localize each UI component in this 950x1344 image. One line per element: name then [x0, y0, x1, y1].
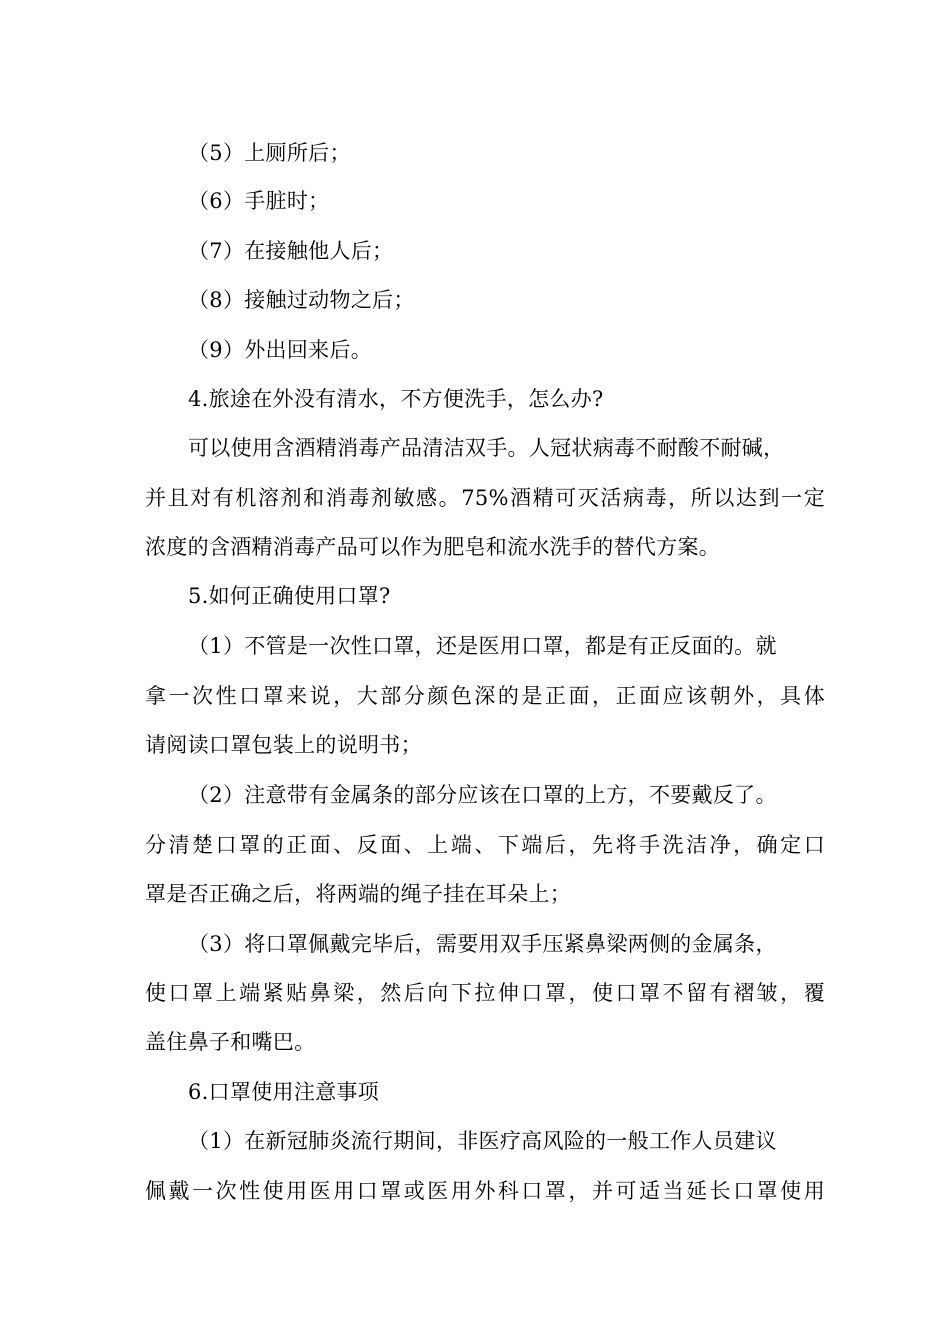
list-item-7: （7）在接触他人后； [188, 239, 394, 263]
paragraph-line: （2）注意带有金属条的部分应该在口罩的上方，不要戴反了。 [188, 783, 777, 807]
question-heading-6: 6.口罩使用注意事项 [188, 1080, 380, 1104]
paragraph-line: 拿一次性口罩来说，大部分颜色深的是正面，正面应该朝外，具体 [145, 684, 825, 708]
question-heading-4: 4.旅途在外没有清水，不方便洗手，怎么办? [188, 387, 604, 411]
paragraph-line: （3）将口罩佩戴完毕后，需要用双手压紧鼻梁两侧的金属条， [188, 932, 777, 956]
paragraph-line: （1）不管是一次性口罩，还是医用口罩，都是有正反面的。就 [188, 634, 777, 658]
paragraph-line: 罩是否正确之后，将两端的绳子挂在耳朵上； [145, 882, 571, 906]
paragraph-line: 分清楚口罩的正面、反面、上端、下端后，先将手洗洁净，确定口 [145, 833, 825, 857]
paragraph-line: （1）在新冠肺炎流行期间，非医疗高风险的一般工作人员建议 [188, 1129, 777, 1153]
paragraph-line: 佩戴一次性使用医用口罩或医用外科口罩，并可适当延长口罩使用 [145, 1179, 825, 1203]
list-item-9: （9）外出回来后。 [188, 338, 373, 362]
paragraph-line: 浓度的含酒精消毒产品可以作为肥皂和流水洗手的替代方案。 [145, 535, 721, 559]
paragraph-line: 请阅读口罩包装上的说明书； [145, 733, 422, 757]
paragraph-line: 并且对有机溶剂和消毒剂敏感。75%酒精可灭活病毒，所以达到一定 [145, 486, 825, 510]
list-item-5: （5）上厕所后； [188, 141, 351, 165]
paragraph-line: 可以使用含酒精消毒产品清洁双手。人冠状病毒不耐酸不耐碱， [188, 436, 785, 460]
paragraph-line: 使口罩上端紧贴鼻梁，然后向下拉伸口罩，使口罩不留有褶皱，覆 [145, 981, 825, 1005]
question-heading-5: 5.如何正确使用口罩? [188, 584, 391, 608]
list-item-8: （8）接触过动物之后； [188, 288, 415, 312]
list-item-6: （6）手脏时； [188, 189, 330, 213]
paragraph-line: 盖住鼻子和嘴巴。 [145, 1030, 316, 1054]
